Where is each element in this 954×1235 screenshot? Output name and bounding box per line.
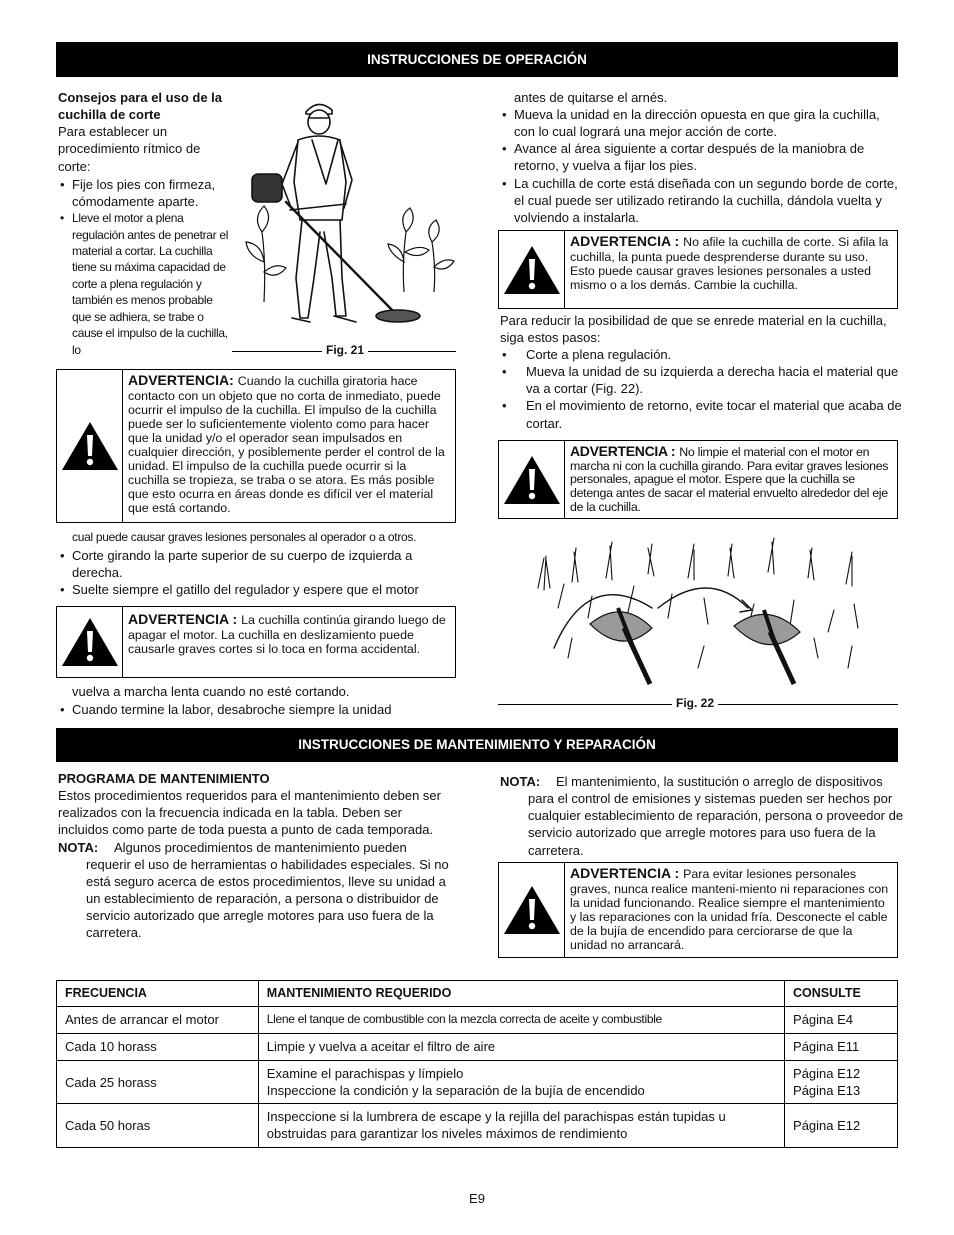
table-header-row (57, 981, 898, 1007)
continued-text: cual puede causar graves lesiones personales al operador o a otros. (72, 530, 417, 544)
cutting-list (58, 547, 456, 598)
table-header: FRECUENCIA (57, 981, 259, 1007)
table-cell-line: Página E13 (793, 1083, 861, 1099)
warning-text: Cuando la cuchilla giratoria hace contacto con un objeto que no corta de inmediato, puede ocurrir el impulso de la cuchilla. El impulso de la cuchilla puede ser lo suficientemente violento como para hacer que la unidad y/o el operador sean impulsados en cualquier dirección, y posiblemente perder el control de la unidad. El impulso de la cuchilla puede ocurrir si la cuchilla se tropieza, se traba o se atora. Es más posible que esto ocurra en áreas donde es difícil ver el material que está cortando. (128, 374, 445, 515)
table-cell: Llene el tanque de combustible con la mezcla correcta de aceite y combustible (258, 1007, 784, 1034)
table-cell-line: Inspeccione si la lumbrera de escape y la rejilla del parachispas están tupidas u (266, 1109, 726, 1125)
note-paragraph (58, 839, 450, 942)
list-item: • Mueva la unidad en la dirección opuesta en que gira la cuchilla, con lo cual logrará una mejor acción de corte. (500, 106, 904, 140)
fig21-label: Fig. 21 (322, 343, 368, 359)
table-cell: Cada 25 horass (57, 1061, 259, 1104)
fig21-illustration (234, 92, 456, 342)
warning-box-sharpen (498, 230, 898, 309)
warning-box-maintenance (498, 862, 898, 958)
maintenance-table (56, 980, 898, 1148)
warning-title: ADVERTENCIA: (128, 372, 234, 388)
warning-icon-cell (499, 441, 565, 518)
warning-text: No limpie el material con el motor en marcha ni con la cuchilla girando. Para evitar graves lesiones personales, apague el motor. Espere que la cuchilla se detenga antes de sacar el material envuelto alrededor del eje de la cuchilla. (570, 445, 889, 514)
list-item: • Mueva la unidad de su izquierda a derecha hacia el material que va a cortar (Fig. 22). (500, 363, 904, 397)
warning-text: La cuchilla continúa girando luego de apagar el motor. La cuchilla en deslizamiento puede causarle graves cortes si lo toca en forma accidental. (128, 613, 446, 656)
steps-list (500, 346, 904, 432)
section-header-maintenance (56, 728, 898, 762)
list-item: • Avance al área siguiente a cortar después de la maniobra de retorno, y vuelva a fijar los pies. (500, 140, 904, 174)
warning-triangle-icon (60, 616, 120, 668)
table-cell (258, 1061, 784, 1104)
tips-intro: Para establecer un procedimiento rítmico de corte: (58, 124, 201, 174)
warning-title: ADVERTENCIA : (570, 233, 680, 249)
note-paragraph (500, 773, 904, 859)
warning-title: ADVERTENCIA : (570, 865, 680, 881)
section-title: INSTRUCCIONES DE MANTENIMIENTO Y REPARACIÓN (298, 737, 656, 753)
note-text: Algunos procedimientos de mantenimiento pueden requerir el uso de herramientas o habilidades especiales. Si no está seguro acerca de estos procedimientos, lleve su unidad a un establecimiento de reparación, a persona o distribuidor de servicio autorizado que arregle motores para uso fuera de la carretera. (86, 839, 449, 941)
table-cell: Limpie y vuelva a aceitar el filtro de aire (258, 1034, 784, 1061)
warning-box-clean (498, 440, 898, 519)
section-header-operation (56, 42, 898, 77)
list-item: • Lleve el motor a plena regulación antes de penetrar el material a cortar. La cuchilla tiene su máxima capacidad de corte a plena regulación y también es menos probable que se adhiera, se trabe o cause el impulso de la cuchilla, lo (58, 210, 230, 358)
list-item: • La cuchilla de corte está diseñada con un segundo borde de corte, el cual puede ser utilizado retirando la cuchilla, dándola vuelta y volviendo a instalarla. (500, 175, 904, 226)
list-item: • En el movimiento de retorno, evite tocar el material que acaba de cortar. (500, 397, 904, 431)
table-header: MANTENIMIENTO REQUERIDO (258, 981, 784, 1007)
section-title: INSTRUCCIONES DE OPERACIÓN (367, 51, 587, 67)
note-text: El mantenimiento, la sustitución o arreglo de dispositivos para el control de emisiones y sistemas pueden ser hechos por cualquier establecimiento de reparación, persona o proveedor de servicio autorizado que arregle motores para uso fuera de la carretera. (528, 774, 904, 858)
continued-text: vuelva a marcha lenta cuando no esté cortando. (72, 684, 350, 699)
program-text: Estos procedimientos requeridos para el mantenimiento deben ser realizados con la frecuencia indicada en la tabla. Deben ser incluidos como parte de toda puesta a punto de cada temporada. (58, 788, 441, 838)
table-cell (785, 1061, 898, 1104)
continued-text: antes de quitarse el arnés. (514, 90, 668, 105)
list-item: • Fije los pies con firmeza, cómodamente aparte. (58, 176, 230, 210)
warning-icon-cell (57, 370, 123, 522)
reduce-intro: Para reducir la posibilidad de que se enrede material en la cuchilla, siga estos pasos: (500, 313, 887, 346)
table-cell: Antes de arrancar el motor (57, 1007, 259, 1034)
list-item: • Cuando termine la labor, desabroche siempre la unidad (58, 701, 456, 718)
warning-box-kickback (56, 369, 456, 523)
tips-block (58, 89, 230, 358)
list-item: • Corte girando la parte superior de su cuerpo de izquierda a derecha. (58, 547, 456, 581)
warning-icon-cell (499, 863, 565, 957)
warning-triangle-icon (502, 244, 562, 296)
table-cell: Página E4 (785, 1007, 898, 1034)
table-cell-line: Inspeccione la condición y la separación de la bujía de encendido (266, 1083, 645, 1099)
warning-box-blade-spin (56, 606, 456, 678)
warning-icon-cell (57, 607, 123, 677)
technique-list (500, 106, 904, 226)
table-row (57, 1007, 898, 1034)
program-title: PROGRAMA DE MANTENIMIENTO (58, 771, 270, 786)
warning-triangle-icon (502, 884, 562, 936)
table-cell: Página E12 (785, 1104, 898, 1147)
fig22-illustration (528, 528, 888, 688)
warning-title: ADVERTENCIA : (570, 443, 676, 459)
page-number: E9 (469, 1191, 485, 1206)
finish-list (58, 701, 456, 718)
warning-title: ADVERTENCIA : (128, 611, 238, 627)
table-header: CONSULTE (785, 981, 898, 1007)
tips-title: Consejos para el uso de la cuchilla de corte (58, 90, 222, 123)
warning-triangle-icon (60, 420, 120, 472)
table-cell-line: obstruidas para garantizar los niveles máximos de rendimiento (266, 1126, 628, 1142)
maintenance-program (58, 770, 450, 942)
table-row (57, 1061, 898, 1104)
warning-triangle-icon (502, 454, 562, 506)
table-row (57, 1034, 898, 1061)
table-cell: Cada 10 horass (57, 1034, 259, 1061)
warning-text: No afile la cuchilla de corte. Si afila la cuchilla, la punta puede desprenderse durante su uso. Esto puede causar graves lesiones personales a usted mismo o a los demás. Cambie la cuchilla. (570, 235, 889, 292)
table-cell (258, 1104, 784, 1147)
warning-text: Para evitar lesiones personales graves, nunca realice manteni-miento ni reparaciones con la unidad funcionando. Realice siempre el mantenimiento y las reparaciones con la unidad fría. Desconecte el cable de la bujía de encendido para cerciorarse de que la unidad no arrancará. (570, 867, 889, 952)
note-label: NOTA: (500, 774, 541, 789)
table-cell: Cada 50 horas (57, 1104, 259, 1147)
table-cell-line: Página E12 (793, 1066, 861, 1081)
list-item: • Suelte siempre el gatillo del regulador y espere que el motor (58, 581, 456, 598)
note-label: NOTA: (58, 839, 99, 855)
table-row (57, 1104, 898, 1147)
list-item: • Corte a plena regulación. (500, 346, 904, 363)
table-cell-line: Examine el parachispas y límpielo (266, 1066, 464, 1081)
table-cell: Página E11 (785, 1034, 898, 1061)
fig22-label: Fig. 22 (672, 696, 718, 712)
warning-icon-cell (499, 231, 565, 308)
